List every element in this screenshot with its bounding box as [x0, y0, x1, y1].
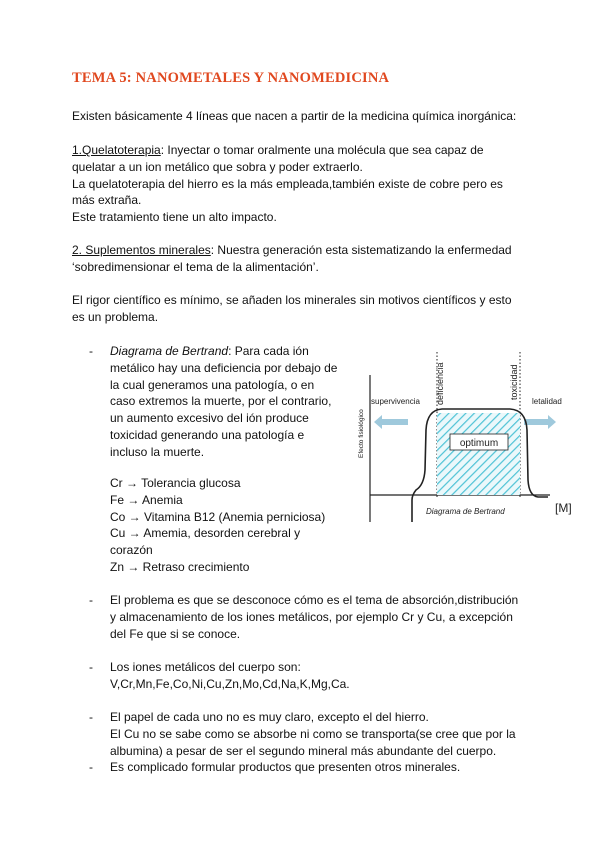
- diagram-caption: Diagrama de Bertrand: [426, 507, 505, 516]
- suplementos-term: 2. Suplementos minerales: [72, 243, 211, 257]
- letalidad-label: letalidad: [532, 397, 562, 406]
- bullet-line: El problema es que se desconoce cómo es el tema de absorción,distribución: [110, 593, 519, 607]
- bullet-dash: -: [89, 593, 93, 607]
- ion-item: Zn → Retraso crecimiento: [110, 559, 250, 574]
- optimum-label: optimum: [459, 438, 499, 449]
- quelatoterapia-line5: Este tratamiento tiene un alto impacto.: [72, 210, 277, 225]
- quelatoterapia-paragraph: [72, 142, 542, 226]
- intro-paragraph: Existen básicamente 4 líneas que nacen a partir de la medicina química inorgánica:: [72, 109, 517, 123]
- bertrand-line: un aumento excesivo del ión produce: [110, 411, 309, 426]
- ion-item: corazón: [110, 543, 153, 558]
- bullet-paragraph: [110, 759, 550, 776]
- suplementos-line2: ‘sobredimensionar el tema de la alimentación’.: [72, 259, 319, 274]
- quelatoterapia-line4: más extraña.: [72, 193, 142, 208]
- bullet-line: V,Cr,Mn,Fe,Co,Ni,Cu,Zn,Mo,Cd,Na,K,Mg,Ca.: [110, 676, 350, 691]
- bertrand-diagram: [350, 350, 590, 525]
- bullet-dash: -: [89, 344, 93, 358]
- bertrand-line: incluso la muerte.: [110, 444, 205, 459]
- right-arrow-icon: [524, 415, 556, 429]
- deficiencia-label: deficiencia: [435, 362, 445, 405]
- bullet-dash: -: [89, 760, 93, 774]
- suplementos-line1: : Nuestra generación esta sistematizando la enfermedad: [210, 243, 512, 257]
- x-axis-label: [M]: [555, 501, 572, 515]
- ion-item: Fe → Anemia: [110, 492, 183, 507]
- rigor-paragraph: [72, 292, 542, 326]
- bullet-line: y almacenamiento de los iones metálicos, por ejemplo Cr y Cu, a excepción: [110, 609, 513, 624]
- bertrand-paragraph: [110, 343, 380, 461]
- quelatoterapia-line3: La quelatoterapia del hierro es la más empleada,también existe de cobre pero es: [72, 176, 503, 191]
- rigor-line2: es un problema.: [72, 309, 159, 324]
- bullet-line: El papel de cada uno no es muy claro, excepto el del hierro.: [110, 710, 429, 724]
- left-arrow-icon: [374, 415, 408, 429]
- quelatoterapia-line1: : Inyectar o tomar oralmente una molécula que sea capaz de: [160, 143, 484, 157]
- bertrand-line: metálico hay una deficiencia por debajo de: [110, 360, 338, 375]
- ion-item: Cr → Tolerancia glucosa: [110, 476, 241, 490]
- bullet-paragraph: [110, 592, 550, 642]
- bullet-line: albumina) a pesar de ser el segundo mineral más abundante del cuerpo.: [110, 743, 497, 758]
- bullet-line: del Fe que si se conoce.: [110, 626, 241, 641]
- toxicidad-label: toxicidad: [509, 364, 519, 400]
- bullet-line: El Cu no se sabe como se absorbe ni como se transporta(se cree que por la: [110, 726, 516, 741]
- bertrand-line: toxicidad generando una patología e: [110, 427, 305, 442]
- suplementos-paragraph: [72, 242, 542, 276]
- bullet-paragraph: [110, 659, 550, 693]
- bertrand-line: la cual generamos una patología, o en: [110, 377, 315, 392]
- supervivencia-label: supervivencia: [371, 397, 420, 406]
- bertrand-term: Diagrama de Bertrand: [110, 344, 229, 358]
- page-title: TEMA 5: NANOMETALES Y NANOMEDICINA: [72, 70, 390, 86]
- bullet-dash: -: [89, 660, 93, 674]
- ion-item: Co → Vitamina B12 (Anemia perniciosa): [110, 509, 326, 524]
- bullet-line: Los iones metálicos del cuerpo son:: [110, 660, 301, 674]
- y-axis-label: Efecto fisiológico: [358, 409, 365, 458]
- ion-list: [110, 475, 380, 576]
- ion-item: Cu → Amemia, desorden cerebral y: [110, 526, 301, 541]
- bertrand-line1: : Para cada ión: [228, 344, 309, 358]
- rigor-line1: El rigor científico es mínimo, se añaden los minerales sin motivos científicos y esto: [72, 293, 512, 307]
- optimum-region: [437, 413, 520, 495]
- bertrand-line: caso extremos la muerte, por el contrario,: [110, 394, 332, 409]
- bullet-paragraph: [110, 709, 550, 759]
- quelatoterapia-line2: quelatar a un ion metálico que sobra y poder extraerlo.: [72, 159, 363, 174]
- bullet-dash: -: [89, 710, 93, 724]
- quelatoterapia-term: 1.Quelatoterapia: [72, 143, 161, 157]
- bullet-line: Es complicado formular productos que presenten otros minerales.: [110, 760, 461, 774]
